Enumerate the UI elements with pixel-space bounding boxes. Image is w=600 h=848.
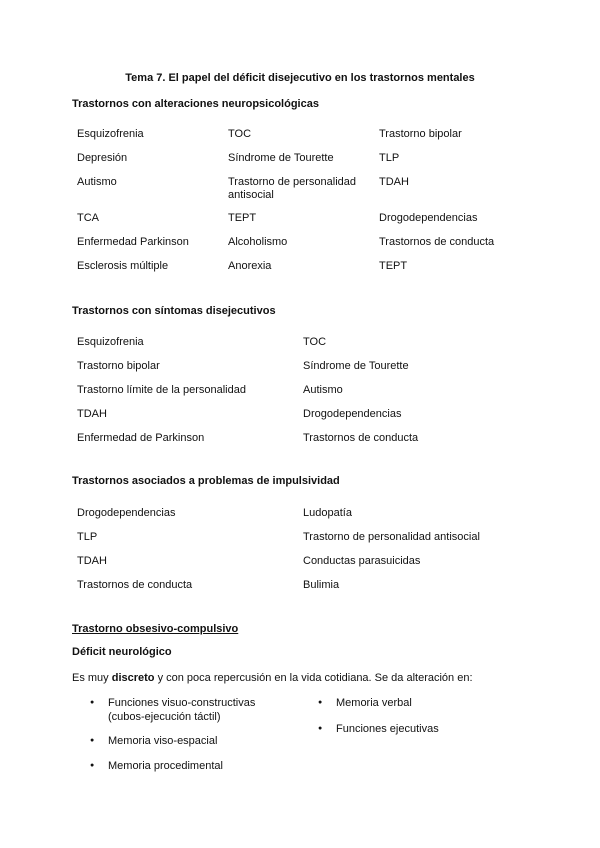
list-item: ● Memoria verbal bbox=[318, 696, 518, 710]
table-cell: Esquizofrenia bbox=[77, 336, 144, 348]
list-item: ● Memoria procedimental bbox=[90, 759, 280, 773]
table-cell: Ludopatía bbox=[303, 507, 352, 519]
table-cell: Autismo bbox=[77, 176, 117, 188]
table-cell: Enfermedad Parkinson bbox=[77, 236, 189, 248]
table-cell: TOC bbox=[303, 336, 327, 348]
table-cell: Drogodependencias bbox=[77, 507, 176, 519]
table-cell: Autismo bbox=[303, 384, 343, 396]
table-cell: TDAH bbox=[77, 408, 107, 420]
table-cell: TLP bbox=[379, 152, 400, 164]
table-cell: Drogodependencias bbox=[303, 408, 402, 420]
table-cell: Síndrome de Tourette bbox=[228, 152, 334, 164]
table-neuropsicologicas bbox=[77, 128, 530, 284]
table-cell: TDAH bbox=[379, 176, 409, 188]
paragraph-text: y con poca repercusión en la vida cotidiana. Se da alteración en: bbox=[154, 672, 473, 684]
table-cell: TEPT bbox=[228, 212, 257, 224]
table-cell: TLP bbox=[77, 531, 98, 543]
table-cell: Trastorno de personalidad antisocial bbox=[303, 531, 480, 543]
table-cell: Anorexia bbox=[228, 260, 272, 272]
table-cell: Trastornos de conducta bbox=[77, 579, 193, 591]
table-cell: Bulimia bbox=[303, 579, 340, 591]
table-cell: Trastorno bipolar bbox=[379, 128, 462, 140]
table-cell: Síndrome de Tourette bbox=[303, 360, 409, 372]
table-cell: TDAH bbox=[77, 555, 107, 567]
paragraph-bold-text: discreto bbox=[111, 672, 155, 684]
document-title: Tema 7. El papel del déficit disejecutivo en los trastornos mentales bbox=[125, 72, 475, 84]
section-heading-impulsividad: Trastornos asociados a problemas de impulsividad bbox=[72, 475, 340, 487]
bullet-list-left bbox=[90, 696, 280, 773]
table-cell: Trastorno bipolar bbox=[77, 360, 160, 372]
table-cell: Conductas parasuicidas bbox=[303, 555, 421, 567]
list-item: ● Funciones visuo-constructivas (cubos-ejecución táctil) bbox=[90, 696, 280, 724]
table-cell: Depresión bbox=[77, 152, 128, 164]
table-disejecutivos bbox=[77, 336, 529, 456]
table-cell: Trastornos de conducta bbox=[303, 432, 419, 444]
section-heading-toc: Trastorno obsesivo-compulsivo bbox=[72, 623, 239, 635]
list-item: ● Memoria viso-espacial bbox=[90, 734, 280, 748]
table-cell: Esquizofrenia bbox=[77, 128, 144, 140]
table-cell: Trastorno límite de la personalidad bbox=[77, 384, 246, 396]
table-cell: Alcoholismo bbox=[228, 236, 288, 248]
section-heading-disejecutivos: Trastornos con síntomas disejecutivos bbox=[72, 305, 276, 317]
paragraph-text: Es muy bbox=[72, 672, 112, 684]
table-cell: TOC bbox=[228, 128, 252, 140]
table-cell: Trastornos de conducta bbox=[379, 236, 495, 248]
table-cell: Esclerosis múltiple bbox=[77, 260, 169, 272]
section-heading-neuropsicologicas: Trastornos con alteraciones neuropsicológicas bbox=[72, 98, 319, 110]
bullet-list-right bbox=[318, 696, 518, 736]
list-item: ● Funciones ejecutivas bbox=[318, 722, 518, 736]
table-cell: TEPT bbox=[379, 260, 408, 272]
table-impulsividad bbox=[77, 507, 529, 603]
paragraph-toc bbox=[72, 672, 473, 684]
table-cell: Drogodependencias bbox=[379, 212, 478, 224]
table-cell: TCA bbox=[77, 212, 99, 224]
table-cell: Trastorno de personalidad antisocial bbox=[228, 176, 357, 201]
table-cell: Enfermedad de Parkinson bbox=[77, 432, 205, 444]
subheading-deficit: Déficit neurológico bbox=[72, 646, 172, 658]
